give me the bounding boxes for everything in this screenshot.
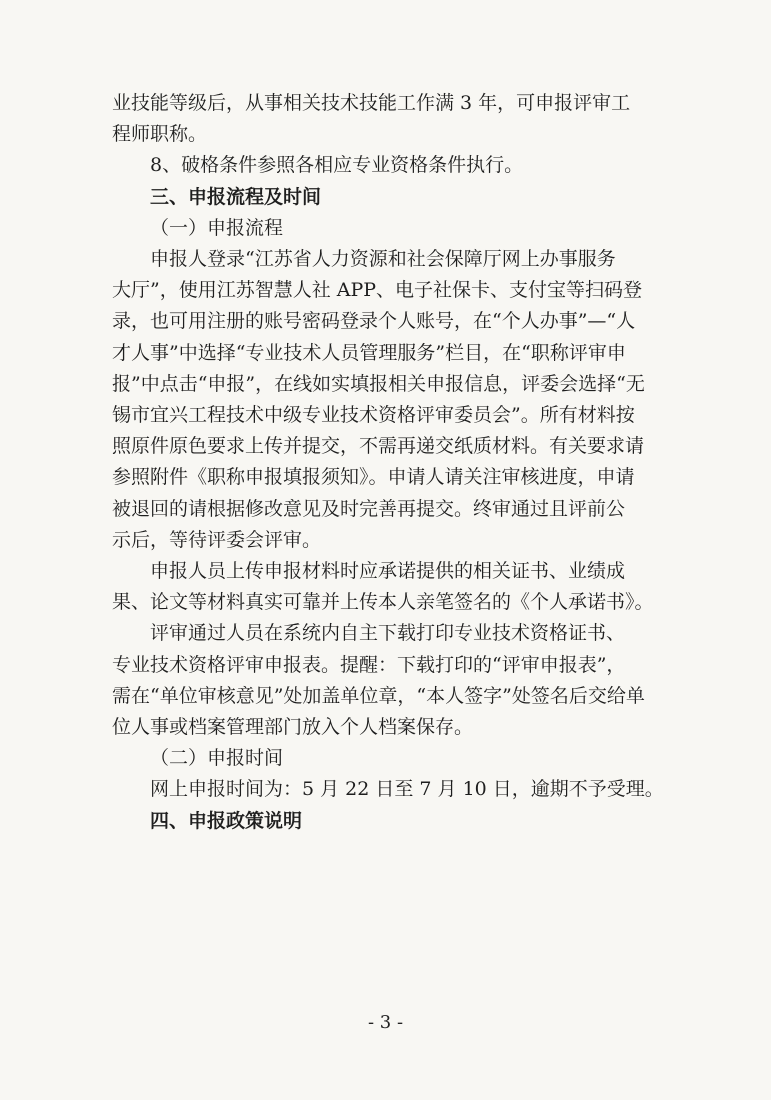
body-line: 参照附件《职称申报填报须知》。申请人请关注审核进度，申请	[112, 466, 635, 489]
body-line: 报”中点击“申报”，在线如实填报相关申报信息，评委会选择“无	[112, 372, 645, 395]
body-line: 程师职称。	[112, 123, 208, 146]
body-line: 业技能等级后，从事相关技术技能工作满 3 年，可申报评审工	[112, 92, 631, 114]
page-number: - 3 -	[367, 1012, 404, 1033]
section-heading: 三、申报流程及时间	[150, 185, 322, 208]
body-line: 录，也可用注册的账号密码登录个人账号，在“个人办事”—“人	[112, 310, 636, 333]
body-line: 评审通过人员在系统内自主下载打印专业技术资格证书、	[150, 622, 626, 645]
section-heading: 四、申报政策说明	[150, 809, 303, 832]
body-line: 申报人员上传申报材料时应承诺提供的相关证书、业绩成	[150, 560, 626, 583]
body-line: 需在“单位审核意见”处加盖单位章，“本人签字”处签名后交给单	[112, 684, 645, 707]
body-line: 申报人登录“江苏省人力资源和社会保障厅网上办事服务	[150, 248, 616, 271]
subsection-heading: （二）申报时间	[150, 747, 284, 770]
body-line: 锡市宜兴工程技术中级专业技术资格评审委员会”。所有材料按	[112, 404, 635, 427]
body-line: 大厅”，使用江苏智慧人社 APP、电子社保卡、支付宝等扫码登	[112, 279, 643, 302]
body-line: 位人事或档案管理部门放入个人档案保存。	[112, 716, 474, 739]
document-body	[112, 88, 687, 837]
body-line: 专业技术资格评审申报表。提醒：下载打印的“评审申报表”，	[112, 653, 626, 676]
body-line: 8、破格条件参照各相应专业资格条件执行。	[150, 154, 524, 177]
subsection-heading: （一）申报流程	[150, 216, 284, 239]
body-line: 果、论文等材料真实可靠并上传本人亲笔签名的《个人承诺书》。	[112, 591, 654, 614]
body-line: 网上申报时间为：5 月 22 日至 7 月 10 日，逾期不予受理。	[150, 778, 664, 801]
body-line: 照原件原色要求上传并提交，不需再递交纸质材料。有关要求请	[112, 435, 645, 458]
body-line: 示后，等待评委会评审。	[112, 528, 322, 551]
body-line: 才人事”中选择“专业技术人员管理服务”栏目，在“职称评审申	[112, 341, 626, 364]
body-line: 被退回的请根据修改意见及时完善再提交。终审通过且评前公	[112, 497, 626, 520]
